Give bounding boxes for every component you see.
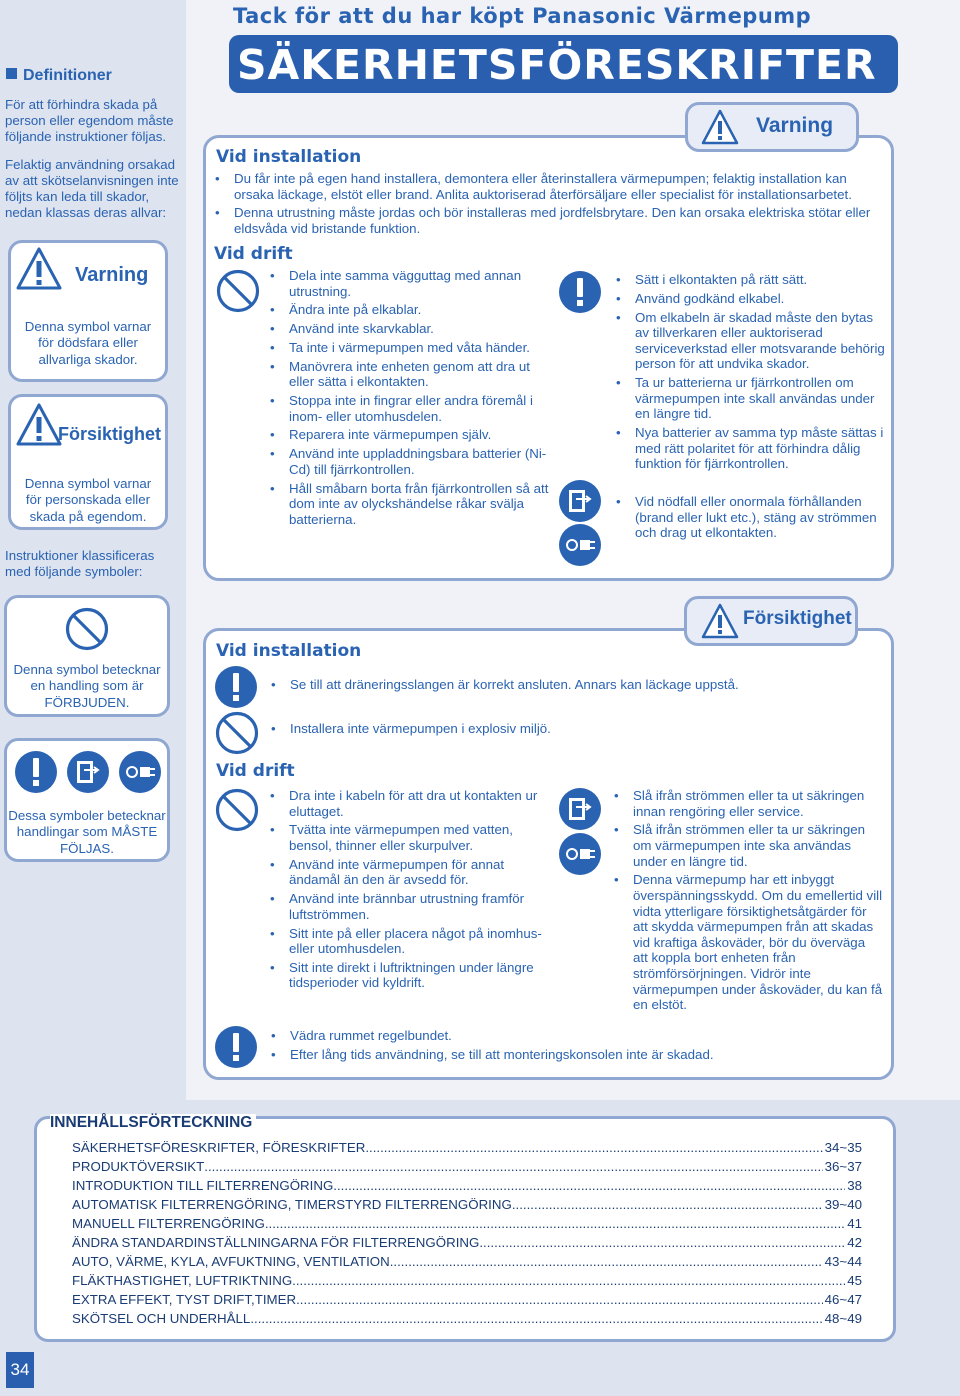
page-number: 34 (6, 1352, 34, 1388)
list-item: • Reparera inte värmepumpen själv. (267, 427, 557, 443)
warning-drift-forbidden-list (267, 268, 557, 531)
toc-entry[interactable] (72, 1216, 862, 1231)
toc-leader-dots (512, 1197, 823, 1212)
caution-drift-forbidden-list (267, 788, 557, 994)
toc-title: INNEHÅLLSFÖRTECKNING (50, 1114, 256, 1132)
prohibited-icon (214, 787, 260, 833)
unplug-icon (558, 479, 602, 523)
list-item: • Dela inte samma vägguttag med annan utrustning. (267, 268, 557, 299)
caution-label: Försiktighet (58, 424, 162, 444)
list-item: • Ta inte i värmepumpen med våta händer. (267, 340, 557, 356)
banner-title: SÄKERHETSFÖRESKRIFTER (229, 35, 898, 93)
toc-entry[interactable] (72, 1292, 862, 1307)
caution-drift-title: Vid drift (216, 761, 295, 781)
list-item: • Sitt inte direkt i luftriktningen under längre tidsperioder vid kyldrift. (267, 960, 557, 991)
warning-tag-icon (700, 108, 740, 146)
toc-entry[interactable] (72, 1254, 862, 1269)
plug-insert-icon (558, 832, 602, 876)
list-item: • Håll småbarn borta från fjärrkontrollen så att dom inte av olyckshändelse råkar svälja batterierna. (267, 481, 557, 528)
caution-triangle-icon (14, 400, 64, 450)
page-heading: Tack för att du har köpt Panasonic Värmepump (233, 4, 812, 28)
toc-entry-label: AUTO, VÄRME, KYLA, AVFUKTNING, VENTILATION (72, 1254, 390, 1269)
mandatory-description: Dessa symboler betecknar handlingar som MÅSTE FÖLJAS. (8, 808, 166, 856)
unplug-icon (66, 750, 110, 794)
toc-entry[interactable] (72, 1197, 862, 1212)
caution-installation-forbidden-list (268, 721, 868, 740)
toc-entry-page: 43~44 (824, 1254, 862, 1269)
caution-tag-label: Försiktighet (743, 608, 852, 629)
warning-label: Varning (75, 264, 149, 286)
list-item: • Stoppa inte in fingrar eller andra föremål i inom- eller utomhusdelen. (267, 393, 557, 424)
toc-entry-label: SÄKERHETSFÖRESKRIFTER, FÖRESKRIFTER (72, 1140, 366, 1155)
list-item: • Ändra inte på elkablar. (267, 302, 557, 318)
exclamation-mandatory-icon (14, 750, 58, 794)
toc-entry-label: MANUELL FILTERRENGÖRING (72, 1216, 265, 1231)
toc-entry-page: 34~35 (824, 1140, 862, 1155)
warning-drift-mandatory-list (613, 272, 888, 475)
def-paragraph-3: Instruktioner klassificeras med följande symboler: (5, 548, 155, 579)
list-item: • Använd inte skarvkablar. (267, 321, 557, 337)
toc-entry-page: 41 (847, 1216, 862, 1231)
toc-entry-label: PRODUKTÖVERSIKT (72, 1159, 205, 1174)
list-item: • Se till att dräneringsslangen är korrekt ansluten. Annars kan läckage uppstå. (268, 677, 868, 693)
toc-entry-label: EXTRA EFFEKT, TYST DRIFT,TIMER (72, 1292, 297, 1307)
exclamation-mandatory-icon (214, 665, 258, 709)
spacer (214, 245, 215, 246)
caution-installation-mandatory-list (268, 677, 868, 696)
toc-entry-page: 46~47 (824, 1292, 862, 1307)
warning-description: Denna symbol varnar för dödsfara eller allvarliga skador. (24, 319, 152, 367)
list-item: • Vädra rummet regelbundet. (268, 1028, 868, 1044)
prohibited-icon (64, 606, 110, 652)
caution-drift-mandatory-list (611, 788, 883, 1016)
exclamation-mandatory-icon (214, 1025, 258, 1069)
toc-entry-page: 36~37 (824, 1159, 862, 1174)
def-paragraph-1: För att förhindra skada på person eller egendom måste följande instruktioner följas. (5, 97, 174, 144)
list-item: • Du får inte på egen hand installera, demontera eller återinstallera värmepumpen; felaktig installation kan orsaka läckage, elstöt eller brand. Anlita auktoriserad återförsäljare eller specialist för installationsarbetet. (212, 171, 880, 202)
toc-leader-dots (204, 1159, 822, 1174)
toc-entry[interactable] (72, 1159, 862, 1174)
plug-insert-icon (558, 523, 602, 567)
list-item: • Använd inte värmepumpen för annat ändamål än den är avsedd för. (267, 857, 557, 888)
warning-emergency-list (613, 494, 888, 544)
toc-leader-dots (390, 1254, 823, 1269)
prohibited-icon (214, 710, 260, 756)
toc-entry-page: 38 (847, 1178, 862, 1193)
toc-entry-label: INTRODUKTION TILL FILTERRENGÖRING (72, 1178, 334, 1193)
prohibited-icon (215, 268, 261, 314)
toc-entry[interactable] (72, 1273, 862, 1288)
list-item: • Manövrera inte enheten genom att dra ut eller sätta i elkontakten. (267, 359, 557, 390)
toc-entry[interactable] (72, 1235, 862, 1250)
list-item: • Nya batterier av samma typ måste sättas i med rätt polaritet för att förhindra dålig funktion för fjärrkontrollen. (613, 425, 888, 472)
exclamation-mandatory-icon (558, 270, 602, 314)
square-bullet-icon (6, 68, 17, 79)
toc-entry[interactable] (72, 1178, 862, 1193)
list-item: • Använd godkänd elkabel. (613, 291, 888, 307)
def-paragraph-2: Felaktig användning orsakad av att skötselanvisningen inte följts kan leda till skador, nedan klassas deras allvar: (5, 157, 179, 220)
toc-entry-label: AUTOMATISK FILTERRENGÖRING, TIMERSTYRD FILTERRENGÖRING (72, 1197, 512, 1212)
unplug-icon (558, 787, 602, 831)
toc-leader-dots (479, 1235, 845, 1250)
warning-installation-list (212, 171, 880, 240)
definitions-label: Definitioner (23, 67, 112, 84)
forbidden-description: Denna symbol betecknar en handling som är FÖRBJUDEN. (13, 662, 161, 710)
warning-tag-label: Varning (756, 114, 834, 137)
toc-entry-label: FLÄKTHASTIGHET, LUFTRIKTNING (72, 1273, 293, 1288)
list-item: • Slå ifrån strömmen eller ta ur säkringen om värmepumpen inte ska användas under en längre tid. (611, 822, 883, 869)
warning-installation-title: Vid installation (216, 147, 362, 167)
toc-leader-dots (292, 1273, 845, 1288)
toc-leader-dots (333, 1178, 845, 1193)
toc-leader-dots (265, 1216, 845, 1231)
list-item: • Installera inte värmepumpen i explosiv miljö. (268, 721, 868, 737)
list-item: • Tvätta inte värmepumpen med vatten, bensol, thinner eller skurpulver. (267, 822, 557, 853)
caution-bottom-list (268, 1028, 868, 1066)
toc-entry-page: 48~49 (824, 1311, 862, 1326)
toc-entry-label: ÄNDRA STANDARDINSTÄLLNINGARNA FÖR FILTERRENGÖRING (72, 1235, 480, 1250)
list-item: • Slå ifrån strömmen eller ta ut säkringen innan rengöring eller service. (611, 788, 883, 819)
definitions-title (6, 67, 112, 85)
list-item: • Dra inte i kabeln för att dra ut kontakten ur eluttaget. (267, 788, 557, 819)
toc-entry-page: 45 (847, 1273, 862, 1288)
caution-installation-title: Vid installation (216, 641, 362, 661)
list-item: • Denna utrustning måste jordas och bör installeras med jordfelsbrytare. Den kan orsaka elektriska stötar eller eldsvåda vid bristande funktion. (212, 205, 880, 236)
toc-entry-page: 39~40 (824, 1197, 862, 1212)
caution-tag-icon (700, 602, 740, 640)
toc-leader-dots (250, 1311, 822, 1326)
caution-description: Denna symbol varnar för personskada eller skada på egendom. (24, 476, 152, 524)
list-item: • Använd inte uppladdningsbara batterier (Ni-Cd) till fjärrkontrollen. (267, 446, 557, 477)
toc-entry[interactable] (72, 1311, 862, 1326)
toc-leader-dots (365, 1140, 822, 1155)
warning-triangle-icon (14, 244, 64, 294)
toc-leader-dots (296, 1292, 823, 1307)
plug-insert-icon (118, 750, 162, 794)
list-item: • Sitt inte på eller placera något på inomhus- eller utomhusdelen. (267, 926, 557, 957)
list-item: • Ta ur batterierna ur fjärrkontrollen om värmepumpen inte skall användas under en längre tid. (613, 375, 888, 422)
list-item: • Vid nödfall eller onormala förhållanden (brand eller lukt etc.), stäng av strömmen och drag ut elkontakten. (613, 494, 888, 541)
warning-drift-title: Vid drift (214, 244, 293, 264)
toc-entry-label: SKÖTSEL OCH UNDERHÅLL (72, 1311, 251, 1326)
list-item: • Denna värmepump har ett inbyggt överspänningsskydd. Om du emellertid vill vidta ytterligare försiktighetsåtgärder för att skydda värmepumpen från att skadas vid kraftiga åskoväder, bör du överväga att koppla bort enheten från strömförsörjningen. Vidrör inte värmepumpen under åskoväder, du kan få en elstöt. (611, 872, 883, 1012)
list-item: • Sätt i elkontakten på rätt sätt. (613, 272, 888, 288)
list-item: • Efter lång tids användning, se till att monteringskonsolen inte är skadad. (268, 1047, 868, 1063)
toc-entry-page: 42 (847, 1235, 862, 1250)
list-item: • Om elkabeln är skadad måste den bytas av tillverkaren eller auktoriserad serviceverkstad eller motsvarande behörig person för att undvika skador. (613, 310, 888, 372)
list-item: • Använd inte brännbar utrustning framför luftströmmen. (267, 891, 557, 922)
toc-entry[interactable] (72, 1140, 862, 1155)
